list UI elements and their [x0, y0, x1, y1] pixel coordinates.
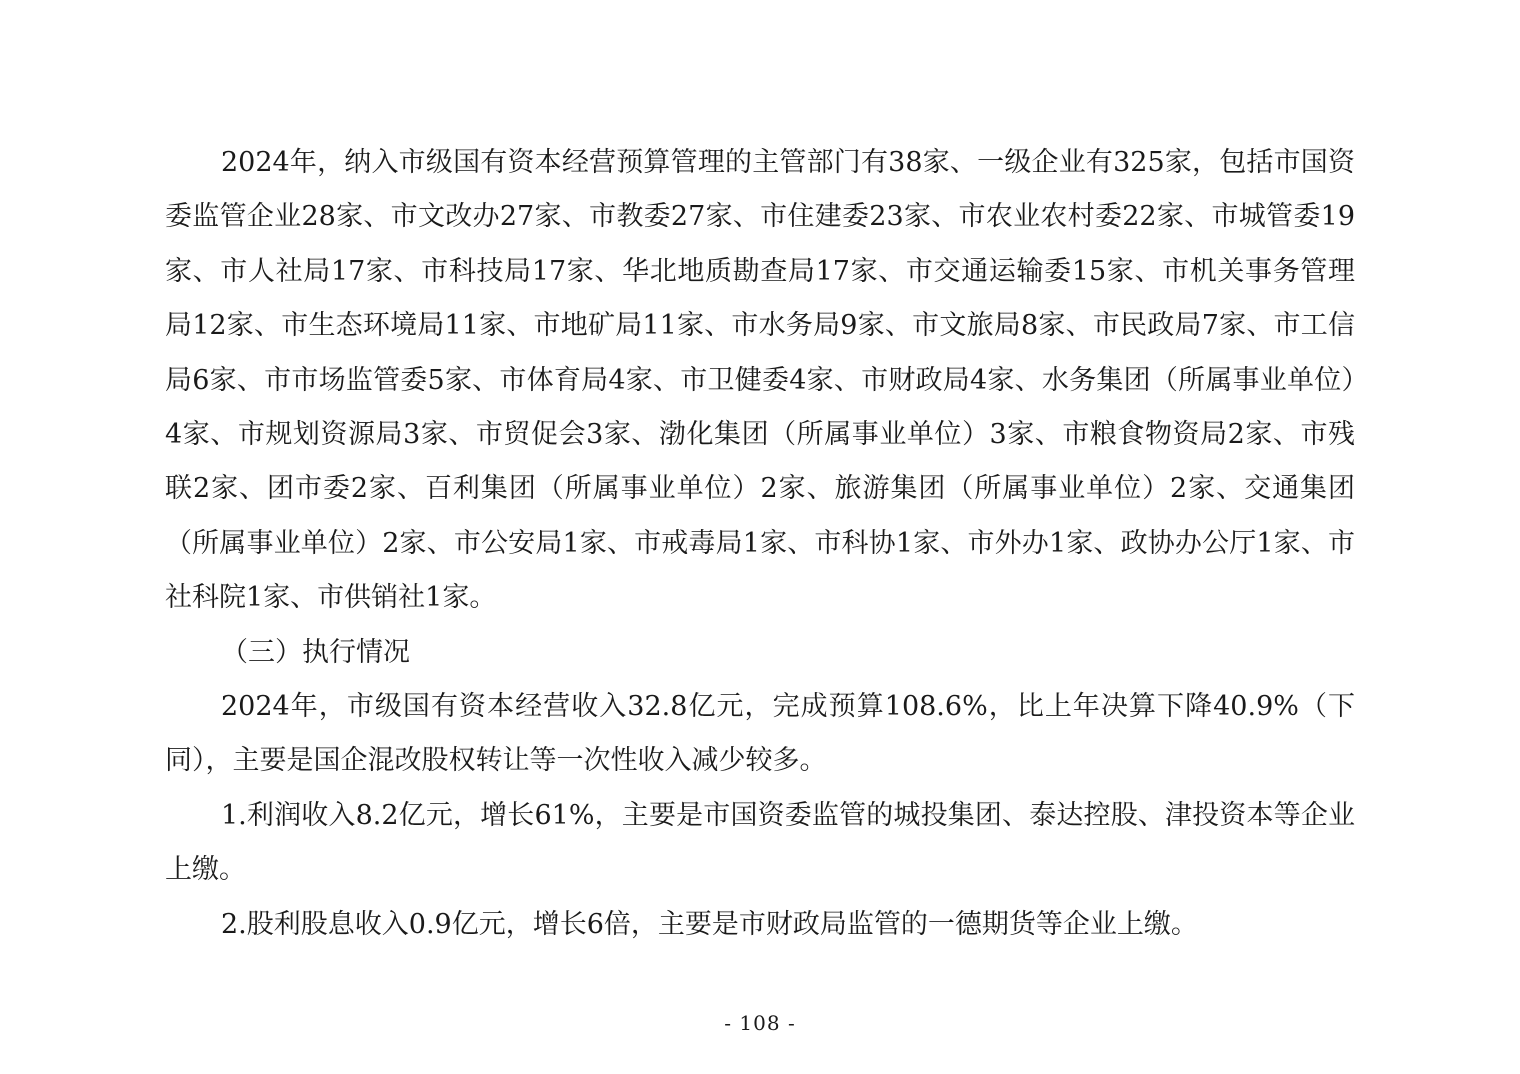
paragraph-dividend-income: 2.股利股息收入0.9亿元，增长6倍，主要是市财政局监管的一德期货等企业上缴。 [221, 908, 1198, 940]
paragraph-enterprise-scope: 2024年，纳入市级国有资本经营预算管理的主管部门有38家、一级企业有325家，包括市国资委监管企业28家、市文改办27家、市教委27家、市住建委23家、市农业农村委22家、市城管委19家、市人社局17家、市科技局17家、华北地质勘查局17家、市交通运输委15家、市机关事务管理局12家、市生态环境局11家、市地矿局11家、市水务局9家、市文旅局8家、市民政局7家、市工信局6家、市市场监管委5家、市体育局4家、市卫健委4家、市财政局4家、水务集团（所属事业单位）4家、市规划资源局3家、市贸促会3家、渤化集团（所属事业单位）3家、市粮食物资局2家、市残联2家、团市委2家、百利集团（所属事业单位）2家、旅游集团（所属事业单位）2家、交通集团（所属事业单位）2家、市公安局1家、市戒毒局1家、市科协1家、市外办1家、政协办公厅1家、市社科院1家、市供销社1家。 [165, 147, 1355, 614]
section-heading-execution: （三）执行情况 [221, 636, 410, 668]
document-body [165, 136, 1355, 952]
paragraph-revenue-summary: 2024年，市级国有资本经营收入32.8亿元，完成预算108.6%，比上年决算下降40.9%（下同），主要是国企混改股权转让等一次性收入减少较多。 [165, 691, 1355, 777]
page-number: - 108 - [724, 1011, 796, 1035]
paragraph-profit-income: 1.利润收入8.2亿元，增长61%，主要是市国资委监管的城投集团、泰达控股、津投资本等企业上缴。 [165, 799, 1355, 886]
